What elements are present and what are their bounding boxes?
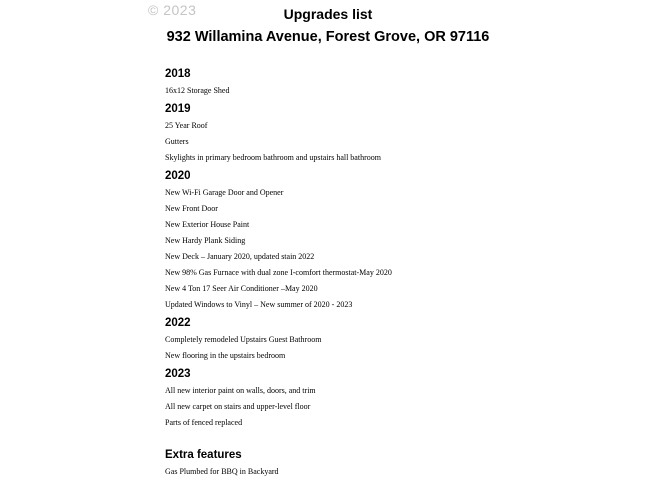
section-heading: 2018 — [165, 68, 191, 80]
section-heading: 2023 — [165, 368, 191, 380]
list-item: New Front Door — [165, 204, 218, 213]
list-item: 16x12 Storage Shed — [165, 86, 230, 95]
list-item: New Hardy Plank Siding — [165, 236, 246, 245]
section-2018 — [165, 66, 625, 99]
upgrades-content — [165, 64, 625, 480]
list-item: Completely remodeled Upstairs Guest Bathroom — [165, 335, 322, 344]
list-item: Updated Windows to Vinyl – New summer of 2020 - 2023 — [165, 300, 353, 309]
list-item: Gutters — [165, 137, 189, 146]
list-item: New Exterior House Paint — [165, 220, 250, 229]
list-item: New Wi-Fi Garage Door and Opener — [165, 188, 284, 197]
list-item: Parts of fenced replaced — [165, 418, 243, 427]
section-heading: 2022 — [165, 317, 191, 329]
section-extra-features — [165, 447, 625, 480]
list-item: New 4 Ton 17 Seer Air Conditioner –May 2020 — [165, 284, 318, 293]
page-title: Upgrades list — [283, 6, 373, 22]
list-item: All new carpet on stairs and upper-level floor — [165, 402, 311, 411]
list-item: New 98% Gas Furnace with dual zone I-comfort thermostat-May 2020 — [165, 268, 392, 277]
section-heading: 2019 — [165, 103, 191, 115]
section-heading: Extra features — [165, 449, 242, 461]
list-item: All new interior paint on walls, doors, and trim — [165, 386, 316, 395]
list-item: Gas Plumbed for BBQ in Backyard — [165, 467, 279, 476]
property-address: 932 Willamina Avenue, Forest Grove, OR 97116 — [166, 29, 490, 45]
section-2023 — [165, 366, 625, 431]
list-item: Skylights in primary bedroom bathroom and upstairs hall bathroom — [165, 153, 381, 162]
list-item: New flooring in the upstairs bedroom — [165, 351, 286, 360]
section-heading: 2020 — [165, 170, 191, 182]
copyright-watermark: © 2023 — [148, 2, 197, 18]
section-2020 — [165, 168, 625, 313]
list-item: 25 Year Roof — [165, 121, 208, 130]
section-2022 — [165, 315, 625, 364]
section-2019 — [165, 101, 625, 166]
list-item: New Deck – January 2020, updated stain 2022 — [165, 252, 315, 261]
